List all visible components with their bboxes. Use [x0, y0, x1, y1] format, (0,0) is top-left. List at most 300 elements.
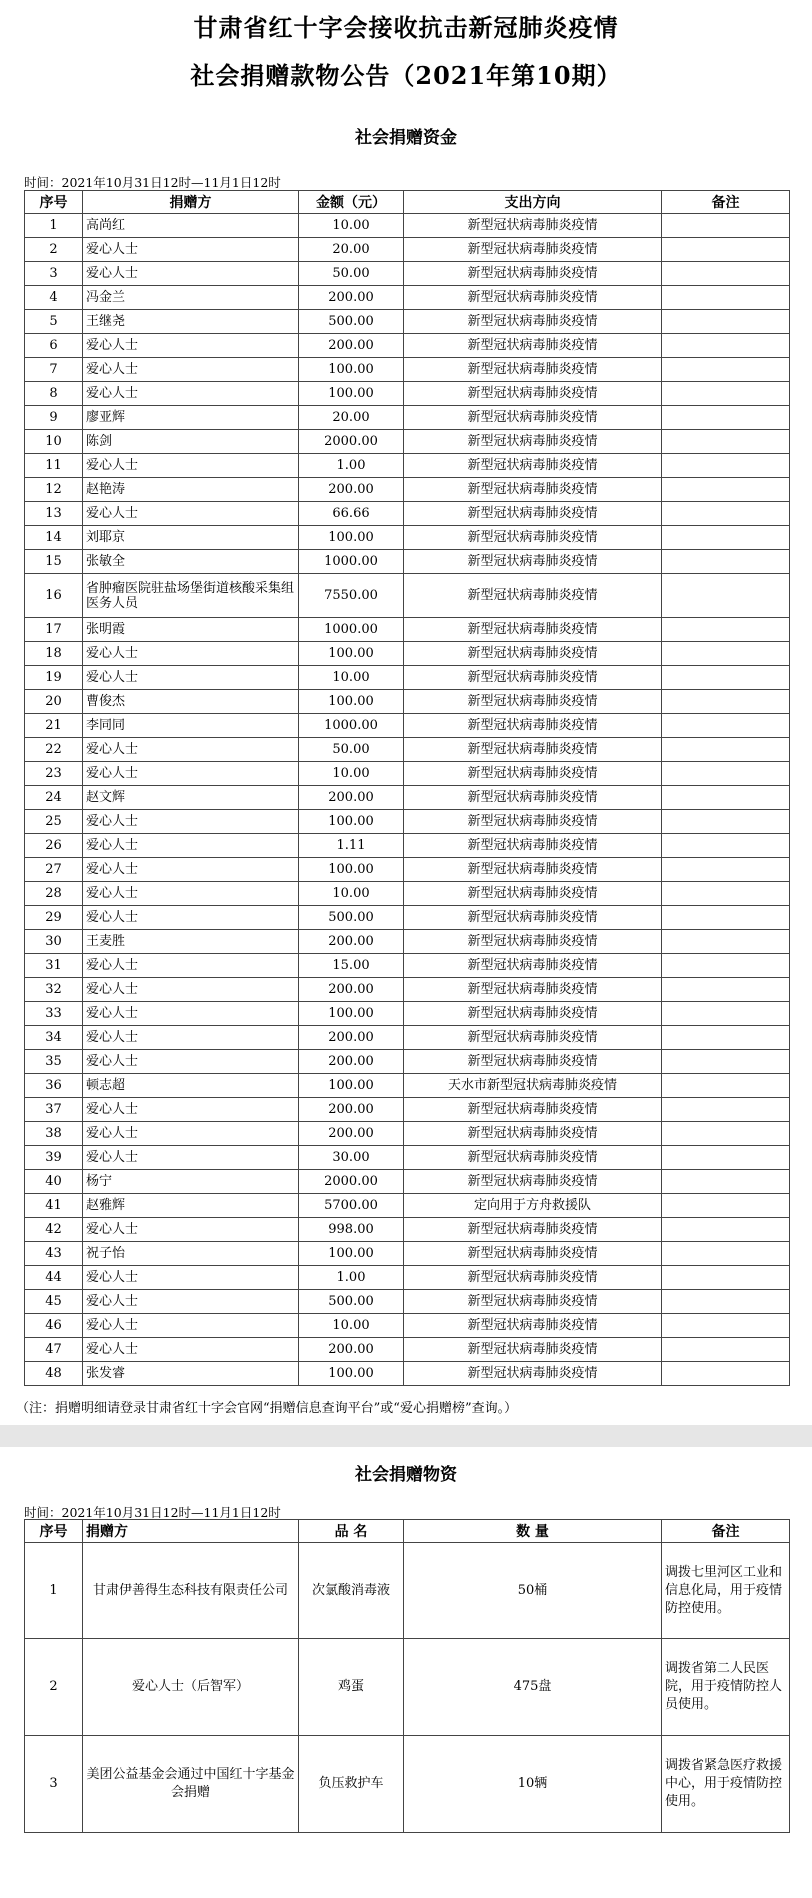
cell-index: 36	[25, 1074, 83, 1098]
cell-donor: 张明霞	[83, 618, 299, 642]
cell-index: 31	[25, 954, 83, 978]
table-row	[25, 1146, 790, 1170]
cell-amount: 66.66	[299, 502, 404, 526]
cell-amount: 7550.00	[299, 574, 404, 618]
cell-remark	[662, 642, 790, 666]
cell-amount: 15.00	[299, 954, 404, 978]
cell-donor: 爱心人士	[83, 454, 299, 478]
goods-cell-donor: 甘肃伊善得生态科技有限责任公司	[83, 1543, 299, 1639]
cell-direction: 新型冠状病毒肺炎疫情	[404, 550, 662, 574]
cell-amount: 50.00	[299, 738, 404, 762]
cell-index: 41	[25, 1194, 83, 1218]
cell-direction: 新型冠状病毒肺炎疫情	[404, 978, 662, 1002]
cell-remark	[662, 1026, 790, 1050]
cell-amount: 100.00	[299, 1242, 404, 1266]
table-row	[25, 930, 790, 954]
goods-cell-remark: 调拨七里河区工业和信息化局，用于疫情防控使用。	[662, 1543, 790, 1639]
cell-amount: 500.00	[299, 1290, 404, 1314]
cell-remark	[662, 786, 790, 810]
table-row	[25, 1362, 790, 1386]
cell-amount: 100.00	[299, 382, 404, 406]
cell-index: 5	[25, 310, 83, 334]
table-row	[25, 574, 790, 618]
money-section-title: 社会捐赠资金	[355, 128, 457, 148]
cell-amount: 200.00	[299, 978, 404, 1002]
table-row	[25, 334, 790, 358]
cell-donor: 冯金兰	[83, 286, 299, 310]
cell-index: 33	[25, 1002, 83, 1026]
cell-remark	[662, 1266, 790, 1290]
cell-direction: 新型冠状病毒肺炎疫情	[404, 1290, 662, 1314]
goods-header-donor: 捐赠方	[83, 1520, 299, 1543]
cell-donor: 爱心人士	[83, 358, 299, 382]
cell-index: 8	[25, 382, 83, 406]
goods-cell-index: 2	[25, 1639, 83, 1736]
cell-donor: 刘耶京	[83, 526, 299, 550]
cell-donor: 赵文辉	[83, 786, 299, 810]
cell-donor: 爱心人士	[83, 906, 299, 930]
cell-donor: 高尚红	[83, 214, 299, 238]
cell-amount: 200.00	[299, 786, 404, 810]
cell-direction: 新型冠状病毒肺炎疫情	[404, 1266, 662, 1290]
goods-header-remark: 备注	[662, 1520, 790, 1543]
goods-header-row	[25, 1520, 790, 1543]
table-row	[25, 262, 790, 286]
table-row	[25, 430, 790, 454]
cell-amount: 500.00	[299, 310, 404, 334]
cell-donor: 廖亚辉	[83, 406, 299, 430]
cell-remark	[662, 930, 790, 954]
cell-index: 10	[25, 430, 83, 454]
cell-index: 48	[25, 1362, 83, 1386]
goods-cell-item: 鸡蛋	[299, 1639, 404, 1736]
table-row	[25, 906, 790, 930]
cell-amount: 100.00	[299, 1074, 404, 1098]
cell-donor: 李同同	[83, 714, 299, 738]
cell-amount: 50.00	[299, 262, 404, 286]
cell-index: 27	[25, 858, 83, 882]
cell-direction: 新型冠状病毒肺炎疫情	[404, 690, 662, 714]
table-row	[25, 550, 790, 574]
cell-amount: 100.00	[299, 642, 404, 666]
table-row	[25, 1170, 790, 1194]
cell-amount: 200.00	[299, 334, 404, 358]
cell-index: 9	[25, 406, 83, 430]
cell-remark	[662, 1074, 790, 1098]
cell-amount: 200.00	[299, 1338, 404, 1362]
cell-donor: 爱心人士	[83, 666, 299, 690]
cell-amount: 200.00	[299, 930, 404, 954]
cell-remark	[662, 666, 790, 690]
table-row	[25, 858, 790, 882]
cell-remark	[662, 574, 790, 618]
cell-direction: 新型冠状病毒肺炎疫情	[404, 906, 662, 930]
cell-index: 23	[25, 762, 83, 786]
cell-donor: 爱心人士	[83, 642, 299, 666]
cell-index: 4	[25, 286, 83, 310]
cell-direction: 新型冠状病毒肺炎疫情	[404, 286, 662, 310]
cell-remark	[662, 714, 790, 738]
table-row	[25, 954, 790, 978]
header-direction: 支出方向	[404, 191, 662, 214]
cell-index: 28	[25, 882, 83, 906]
cell-index: 30	[25, 930, 83, 954]
cell-remark	[662, 858, 790, 882]
cell-amount: 10.00	[299, 214, 404, 238]
table-row	[25, 618, 790, 642]
table-row	[25, 1543, 790, 1639]
cell-index: 11	[25, 454, 83, 478]
goods-cell-quantity: 50桶	[404, 1543, 662, 1639]
table-row	[25, 1026, 790, 1050]
cell-remark	[662, 1146, 790, 1170]
cell-direction: 新型冠状病毒肺炎疫情	[404, 526, 662, 550]
cell-donor: 爱心人士	[83, 762, 299, 786]
cell-direction: 新型冠状病毒肺炎疫情	[404, 334, 662, 358]
goods-cell-remark: 调拨省紧急医疗救援中心，用于疫情防控使用。	[662, 1736, 790, 1833]
cell-direction: 新型冠状病毒肺炎疫情	[404, 810, 662, 834]
header-index: 序号	[25, 191, 83, 214]
table-row	[25, 738, 790, 762]
cell-remark	[662, 1122, 790, 1146]
cell-remark	[662, 502, 790, 526]
cell-direction: 新型冠状病毒肺炎疫情	[404, 882, 662, 906]
cell-direction: 新型冠状病毒肺炎疫情	[404, 1122, 662, 1146]
cell-direction: 新型冠状病毒肺炎疫情	[404, 858, 662, 882]
cell-index: 20	[25, 690, 83, 714]
cell-donor: 爱心人士	[83, 1026, 299, 1050]
cell-amount: 20.00	[299, 238, 404, 262]
cell-remark	[662, 382, 790, 406]
table-row	[25, 526, 790, 550]
goods-table	[24, 1519, 790, 1833]
cell-direction: 新型冠状病毒肺炎疫情	[404, 478, 662, 502]
cell-direction: 新型冠状病毒肺炎疫情	[404, 666, 662, 690]
cell-index: 22	[25, 738, 83, 762]
cell-direction: 新型冠状病毒肺炎疫情	[404, 406, 662, 430]
cell-donor: 爱心人士	[83, 1146, 299, 1170]
cell-direction: 新型冠状病毒肺炎疫情	[404, 382, 662, 406]
table-row	[25, 1266, 790, 1290]
cell-amount: 1.11	[299, 834, 404, 858]
cell-index: 14	[25, 526, 83, 550]
cell-donor: 爱心人士	[83, 810, 299, 834]
table-row	[25, 642, 790, 666]
goods-cell-item: 负压救护车	[299, 1736, 404, 1833]
cell-direction: 新型冠状病毒肺炎疫情	[404, 738, 662, 762]
cell-index: 47	[25, 1338, 83, 1362]
cell-donor: 爱心人士	[83, 858, 299, 882]
cell-donor: 曹俊杰	[83, 690, 299, 714]
cell-remark	[662, 430, 790, 454]
cell-amount: 1000.00	[299, 714, 404, 738]
cell-direction: 新型冠状病毒肺炎疫情	[404, 1170, 662, 1194]
cell-index: 19	[25, 666, 83, 690]
cell-index: 38	[25, 1122, 83, 1146]
cell-remark	[662, 978, 790, 1002]
cell-amount: 100.00	[299, 1002, 404, 1026]
cell-direction: 新型冠状病毒肺炎疫情	[404, 1146, 662, 1170]
cell-remark	[662, 1290, 790, 1314]
cell-remark	[662, 1218, 790, 1242]
table-row	[25, 1074, 790, 1098]
cell-index: 12	[25, 478, 83, 502]
goods-header-index: 序号	[25, 1520, 83, 1543]
cell-direction: 新型冠状病毒肺炎疫情	[404, 618, 662, 642]
cell-amount: 100.00	[299, 358, 404, 382]
cell-donor: 爱心人士	[83, 1314, 299, 1338]
cell-direction: 新型冠状病毒肺炎疫情	[404, 262, 662, 286]
cell-index: 29	[25, 906, 83, 930]
cell-remark	[662, 810, 790, 834]
header-remark: 备注	[662, 191, 790, 214]
page-title-line1: 甘肃省红十字会接收抗击新冠肺炎疫情	[193, 13, 619, 42]
cell-amount: 30.00	[299, 1146, 404, 1170]
page-title-line2: 社会捐赠款物公告（2021年第10期）	[190, 61, 622, 90]
goods-cell-quantity: 475盘	[404, 1639, 662, 1736]
cell-direction: 新型冠状病毒肺炎疫情	[404, 714, 662, 738]
cell-amount: 200.00	[299, 1050, 404, 1074]
cell-donor: 爱心人士	[83, 1290, 299, 1314]
table-row	[25, 690, 790, 714]
table-row	[25, 238, 790, 262]
cell-remark	[662, 738, 790, 762]
cell-direction: 新型冠状病毒肺炎疫情	[404, 214, 662, 238]
cell-direction: 新型冠状病毒肺炎疫情	[404, 502, 662, 526]
cell-donor: 顿志超	[83, 1074, 299, 1098]
cell-remark	[662, 762, 790, 786]
cell-direction: 新型冠状病毒肺炎疫情	[404, 238, 662, 262]
cell-amount: 200.00	[299, 286, 404, 310]
cell-index: 2	[25, 238, 83, 262]
cell-direction: 新型冠状病毒肺炎疫情	[404, 1314, 662, 1338]
cell-remark	[662, 618, 790, 642]
table-row	[25, 978, 790, 1002]
cell-donor: 赵艳涛	[83, 478, 299, 502]
cell-remark	[662, 906, 790, 930]
cell-direction: 新型冠状病毒肺炎疫情	[404, 430, 662, 454]
cell-amount: 1000.00	[299, 550, 404, 574]
cell-amount: 10.00	[299, 666, 404, 690]
cell-remark	[662, 262, 790, 286]
cell-index: 13	[25, 502, 83, 526]
goods-cell-donor: 爱心人士（后智军）	[83, 1639, 299, 1736]
cell-amount: 200.00	[299, 1122, 404, 1146]
goods-time: 时间：2021年10月31日12时—11月1日12时	[24, 1505, 281, 1520]
cell-donor: 爱心人士	[83, 738, 299, 762]
cell-remark	[662, 454, 790, 478]
table-row	[25, 358, 790, 382]
table-row	[25, 478, 790, 502]
cell-direction: 新型冠状病毒肺炎疫情	[404, 1242, 662, 1266]
cell-donor: 爱心人士	[83, 238, 299, 262]
cell-remark	[662, 834, 790, 858]
cell-index: 3	[25, 262, 83, 286]
table-row	[25, 786, 790, 810]
cell-amount: 10.00	[299, 882, 404, 906]
cell-donor: 爱心人士	[83, 1050, 299, 1074]
cell-direction: 新型冠状病毒肺炎疫情	[404, 1098, 662, 1122]
goods-section-title: 社会捐赠物资	[355, 1465, 457, 1485]
cell-remark	[662, 882, 790, 906]
cell-remark	[662, 1338, 790, 1362]
cell-amount: 1.00	[299, 1266, 404, 1290]
cell-remark	[662, 954, 790, 978]
table-row	[25, 1242, 790, 1266]
table-row	[25, 1002, 790, 1026]
cell-index: 26	[25, 834, 83, 858]
table-row	[25, 406, 790, 430]
cell-index: 44	[25, 1266, 83, 1290]
cell-direction: 新型冠状病毒肺炎疫情	[404, 1338, 662, 1362]
cell-amount: 10.00	[299, 762, 404, 786]
table-row	[25, 882, 790, 906]
cell-remark	[662, 1002, 790, 1026]
header-donor: 捐赠方	[83, 191, 299, 214]
cell-remark	[662, 1362, 790, 1386]
goods-cell-quantity: 10辆	[404, 1736, 662, 1833]
cell-index: 37	[25, 1098, 83, 1122]
cell-index: 18	[25, 642, 83, 666]
cell-donor: 省肿瘤医院驻盐场堡街道核酸采集组医务人员	[83, 574, 299, 618]
donation-note: （注：捐赠明细请登录甘肃省红十字会官网“捐赠信息查询平台”或“爱心捐赠榜”查询。）	[16, 1401, 518, 1416]
cell-direction: 新型冠状病毒肺炎疫情	[404, 954, 662, 978]
cell-donor: 祝子怡	[83, 1242, 299, 1266]
money-time: 时间：2021年10月31日12时—11月1日12时	[24, 175, 281, 190]
cell-direction: 新型冠状病毒肺炎疫情	[404, 574, 662, 618]
cell-index: 40	[25, 1170, 83, 1194]
cell-donor: 爱心人士	[83, 834, 299, 858]
cell-remark	[662, 358, 790, 382]
cell-donor: 王继尧	[83, 310, 299, 334]
table-row	[25, 714, 790, 738]
cell-amount: 2000.00	[299, 430, 404, 454]
cell-index: 43	[25, 1242, 83, 1266]
cell-remark	[662, 690, 790, 714]
cell-amount: 200.00	[299, 478, 404, 502]
cell-amount: 20.00	[299, 406, 404, 430]
table-row	[25, 762, 790, 786]
section-divider	[0, 1425, 812, 1447]
table-row	[25, 502, 790, 526]
cell-remark	[662, 1170, 790, 1194]
cell-remark	[662, 1194, 790, 1218]
cell-donor: 张发睿	[83, 1362, 299, 1386]
cell-remark	[662, 214, 790, 238]
cell-index: 42	[25, 1218, 83, 1242]
cell-direction: 新型冠状病毒肺炎疫情	[404, 786, 662, 810]
cell-amount: 998.00	[299, 1218, 404, 1242]
cell-index: 17	[25, 618, 83, 642]
cell-donor: 爱心人士	[83, 1338, 299, 1362]
cell-direction: 新型冠状病毒肺炎疫情	[404, 310, 662, 334]
cell-donor: 爱心人士	[83, 1122, 299, 1146]
cell-direction: 新型冠状病毒肺炎疫情	[404, 454, 662, 478]
cell-index: 35	[25, 1050, 83, 1074]
money-table	[24, 190, 790, 1386]
cell-index: 25	[25, 810, 83, 834]
cell-direction: 新型冠状病毒肺炎疫情	[404, 762, 662, 786]
cell-donor: 爱心人士	[83, 1002, 299, 1026]
table-row	[25, 810, 790, 834]
cell-direction: 新型冠状病毒肺炎疫情	[404, 1218, 662, 1242]
cell-direction: 新型冠状病毒肺炎疫情	[404, 642, 662, 666]
cell-donor: 王麦胜	[83, 930, 299, 954]
table-row	[25, 382, 790, 406]
cell-amount: 10.00	[299, 1314, 404, 1338]
table-row	[25, 1290, 790, 1314]
cell-amount: 2000.00	[299, 1170, 404, 1194]
cell-direction: 新型冠状病毒肺炎疫情	[404, 1362, 662, 1386]
cell-remark	[662, 334, 790, 358]
goods-header-quantity: 数 量	[404, 1520, 662, 1543]
cell-amount: 200.00	[299, 1098, 404, 1122]
cell-amount: 100.00	[299, 526, 404, 550]
cell-remark	[662, 526, 790, 550]
cell-amount: 500.00	[299, 906, 404, 930]
table-row	[25, 1218, 790, 1242]
table-row	[25, 1314, 790, 1338]
cell-index: 45	[25, 1290, 83, 1314]
cell-amount: 5700.00	[299, 1194, 404, 1218]
cell-direction: 新型冠状病毒肺炎疫情	[404, 358, 662, 382]
goods-cell-donor: 美团公益基金会通过中国红十字基金会捐赠	[83, 1736, 299, 1833]
goods-cell-remark: 调拨省第二人民医院，用于疫情防控人员使用。	[662, 1639, 790, 1736]
cell-donor: 杨宁	[83, 1170, 299, 1194]
cell-remark	[662, 310, 790, 334]
cell-remark	[662, 478, 790, 502]
cell-direction: 新型冠状病毒肺炎疫情	[404, 1026, 662, 1050]
table-row	[25, 1639, 790, 1736]
cell-remark	[662, 238, 790, 262]
cell-index: 46	[25, 1314, 83, 1338]
goods-header-item: 品 名	[299, 1520, 404, 1543]
goods-cell-index: 3	[25, 1736, 83, 1833]
cell-index: 34	[25, 1026, 83, 1050]
table-row	[25, 1194, 790, 1218]
cell-amount: 100.00	[299, 810, 404, 834]
cell-donor: 爱心人士	[83, 1218, 299, 1242]
cell-donor: 张敏全	[83, 550, 299, 574]
table-row	[25, 1122, 790, 1146]
cell-remark	[662, 550, 790, 574]
cell-amount: 100.00	[299, 690, 404, 714]
cell-index: 16	[25, 574, 83, 618]
cell-amount: 100.00	[299, 858, 404, 882]
goods-cell-index: 1	[25, 1543, 83, 1639]
cell-amount: 1000.00	[299, 618, 404, 642]
cell-direction: 定向用于方舟救援队	[404, 1194, 662, 1218]
table-row	[25, 834, 790, 858]
cell-donor: 陈剑	[83, 430, 299, 454]
cell-donor: 爱心人士	[83, 262, 299, 286]
table-row	[25, 214, 790, 238]
cell-amount: 100.00	[299, 1362, 404, 1386]
cell-remark	[662, 1314, 790, 1338]
cell-amount: 200.00	[299, 1026, 404, 1050]
cell-index: 1	[25, 214, 83, 238]
cell-donor: 爱心人士	[83, 334, 299, 358]
cell-donor: 爱心人士	[83, 502, 299, 526]
cell-direction: 新型冠状病毒肺炎疫情	[404, 930, 662, 954]
cell-index: 7	[25, 358, 83, 382]
cell-direction: 天水市新型冠状病毒肺炎疫情	[404, 1074, 662, 1098]
cell-donor: 爱心人士	[83, 954, 299, 978]
table-row	[25, 666, 790, 690]
cell-direction: 新型冠状病毒肺炎疫情	[404, 1050, 662, 1074]
table-row	[25, 1338, 790, 1362]
cell-direction: 新型冠状病毒肺炎疫情	[404, 1002, 662, 1026]
